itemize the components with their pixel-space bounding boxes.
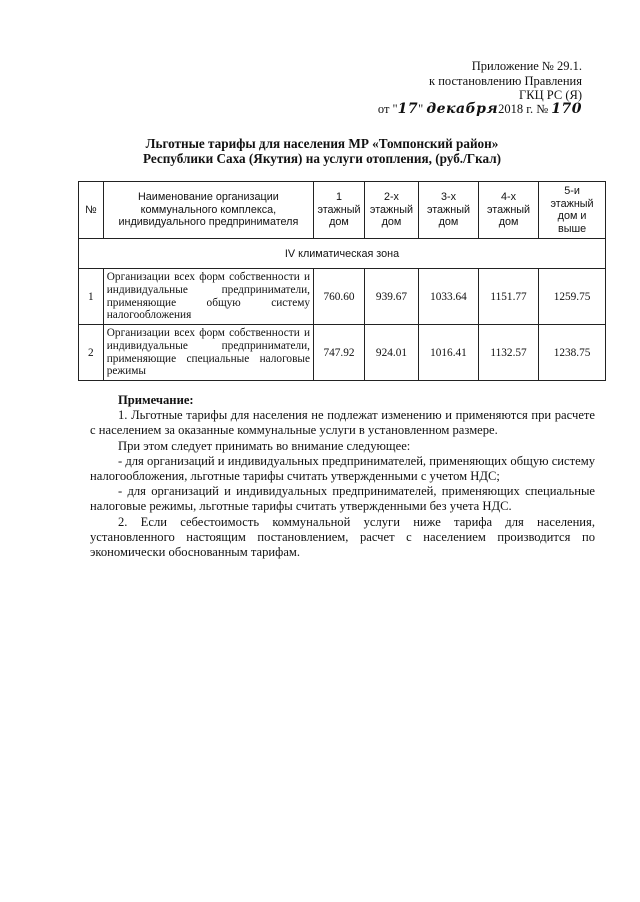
- header-4-floor: 4-х этажный дом: [479, 182, 539, 239]
- tariff-2-floor: 924.01: [364, 325, 418, 381]
- note-paragraph-4: - для организаций и индивидуальных предпринимателей, применяющих специальные налоговые режимы, льготные тарифы считать утвержденными без учета НДС.: [90, 484, 595, 514]
- resolution-reference: к постановлению Правления: [429, 74, 582, 88]
- document-title-line1: Льготные тарифы для населения МР «Томпонский район»: [145, 136, 499, 151]
- table-row: [79, 325, 606, 381]
- note-paragraph-1: 1. Льготные тарифы для населения не подлежат изменению и применяются при расчете с населением за оказанные коммунальные услуги в установленном размере.: [90, 408, 595, 438]
- organization-type: Организации всех форм собственности и индивидуальные предприниматели, применяющие специальные налоговые режимы: [103, 325, 313, 381]
- date-month: декабря: [426, 101, 499, 117]
- date-day: 17: [397, 101, 419, 117]
- header-number: №: [79, 182, 104, 239]
- row-number: 1: [79, 269, 104, 325]
- tariff-4-floor: 1151.77: [479, 269, 539, 325]
- tariff-5-floor: 1238.75: [539, 325, 606, 381]
- climate-zone-label: IV климатическая зона: [79, 239, 606, 269]
- organization-name: ГКЦ РС (Я): [519, 88, 582, 102]
- tariff-1-floor: 760.60: [314, 269, 365, 325]
- tariff-3-floor: 1033.64: [418, 269, 478, 325]
- organization-type: Организации всех форм собственности и индивидуальные предприниматели, применяющие общую систему налогообложения: [103, 269, 313, 325]
- note-paragraph-2: При этом следует принимать во внимание следующее:: [118, 438, 411, 453]
- tariff-4-floor: 1132.57: [479, 325, 539, 381]
- tariff-3-floor: 1016.41: [418, 325, 478, 381]
- notes-section: [90, 393, 595, 560]
- header-organization: Наименование организации коммунального комплекса, индивидуального предпринимателя: [103, 182, 313, 239]
- table-row: [79, 269, 606, 325]
- document-title-line2: Республики Саха (Якутия) на услуги отопления, (руб./Гкал): [142, 151, 502, 166]
- date-mid: ": [418, 102, 427, 116]
- date-year: 2018 г. №: [498, 102, 552, 116]
- climate-zone-row: [79, 239, 606, 269]
- tariff-2-floor: 939.67: [364, 269, 418, 325]
- header-1-floor: 1 этажный дом: [314, 182, 365, 239]
- tariff-5-floor: 1259.75: [539, 269, 606, 325]
- notes-heading: Примечание:: [118, 393, 194, 407]
- note-paragraph-3: - для организаций и индивидуальных предпринимателей, применяющих общую систему налогообложения, льготные тарифы считать утвержденными с учетом НДС;: [90, 453, 595, 484]
- header-2-floor: 2-х этажный дом: [364, 182, 418, 239]
- header-5-floor: 5-и этажный дом и выше: [539, 182, 606, 239]
- document-number: 170: [551, 101, 582, 117]
- header-3-floor: 3-х этажный дом: [418, 182, 478, 239]
- table-header-row: [79, 182, 606, 239]
- date-prefix: от ": [377, 102, 398, 116]
- resolution-date-line: [378, 102, 582, 116]
- note-paragraph-5: 2. Если себестоимость коммунальной услуги ниже тарифа для населения, установленного настоящим постановлением, расчет с населением производится по экономически обоснованным тарифам.: [90, 514, 595, 560]
- row-number: 2: [79, 325, 104, 381]
- tariff-table: [78, 181, 606, 381]
- appendix-number: Приложение № 29.1.: [471, 59, 582, 73]
- tariff-1-floor: 747.92: [314, 325, 365, 381]
